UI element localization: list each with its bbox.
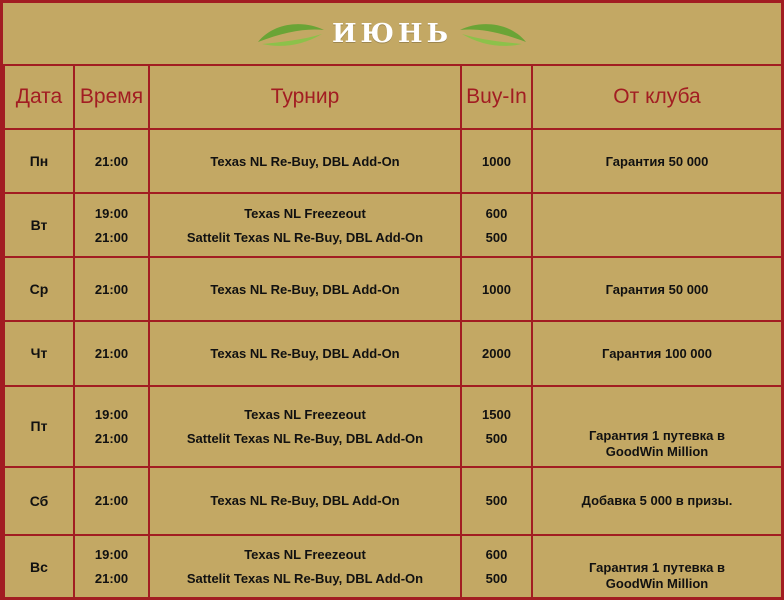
- tournament-name: Texas NL Freezeout: [244, 205, 366, 221]
- day-label: Сб: [29, 492, 49, 509]
- tournament-cell: [149, 386, 461, 468]
- tournament-cell: [149, 129, 461, 193]
- day-label: Пт: [30, 418, 48, 435]
- club-cell: [532, 129, 782, 193]
- table-row: [4, 193, 782, 256]
- club-bonus: GoodWin Million: [605, 576, 709, 591]
- buyin-value: 500: [485, 571, 508, 587]
- time-cell: [74, 193, 149, 256]
- header: [3, 3, 781, 64]
- time-cell: [74, 129, 149, 193]
- club-cell: [532, 386, 782, 468]
- time-cell: [74, 321, 149, 385]
- club-bonus: Добавка 5 000 в призы.: [581, 493, 733, 509]
- day-cell: [4, 535, 74, 599]
- time-value: 19:00: [94, 547, 129, 563]
- club-cell: [532, 535, 782, 599]
- tournament-cell: [149, 321, 461, 385]
- buyin-value: 1500: [482, 406, 511, 422]
- time-value: 21:00: [94, 153, 129, 169]
- leaf-left-icon: [256, 20, 326, 48]
- tournament-name: Texas NL Re-Buy, DBL Add-On: [210, 493, 400, 509]
- column-header-tournament: Турнир: [149, 65, 461, 129]
- time-value: 21:00: [94, 571, 129, 587]
- day-label: Пн: [29, 153, 49, 170]
- club-bonus: Гарантия 1 путевка в: [588, 428, 726, 444]
- tournament-cell: [149, 257, 461, 321]
- time-cell: [74, 257, 149, 321]
- club-bonus: Гарантия 1 путевка в: [588, 560, 726, 575]
- table-row: [4, 321, 782, 385]
- tournament-name: Texas NL Freezeout: [244, 406, 366, 422]
- column-header-club: От клуба: [532, 65, 782, 129]
- buyin-value: 500: [485, 229, 508, 245]
- time-value: 21:00: [94, 430, 129, 446]
- buyin-value: 500: [485, 430, 508, 446]
- day-label: Вт: [30, 217, 48, 234]
- buyin-cell: [461, 535, 532, 599]
- day-cell: [4, 193, 74, 256]
- buyin-cell: [461, 386, 532, 468]
- day-label: Чт: [30, 345, 48, 362]
- time-value: 21:00: [94, 281, 129, 297]
- buyin-cell: [461, 193, 532, 256]
- tournament-cell: [149, 467, 461, 534]
- page-title: ИЮНЬ: [331, 18, 453, 49]
- time-value: 21:00: [94, 345, 129, 361]
- time-value: 21:00: [94, 493, 129, 509]
- day-cell: [4, 467, 74, 534]
- table-row: [4, 129, 782, 193]
- buyin-value: 1000: [482, 281, 511, 297]
- time-cell: [74, 535, 149, 599]
- time-cell: [74, 467, 149, 534]
- club-bonus: Гарантия 100 000: [602, 345, 712, 361]
- buyin-cell: [461, 257, 532, 321]
- club-cell: [532, 321, 782, 385]
- time-value: 19:00: [94, 406, 129, 422]
- leaf-right-icon: [458, 20, 528, 48]
- table-row: [4, 257, 782, 321]
- club-cell: [532, 193, 782, 256]
- table-row: [4, 535, 782, 599]
- tournament-name: Texas NL Re-Buy, DBL Add-On: [210, 345, 400, 361]
- column-header-buyin: Buy-In: [461, 65, 532, 129]
- buyin-cell: [461, 321, 532, 385]
- column-header-date: Дата: [4, 65, 74, 129]
- day-cell: [4, 257, 74, 321]
- table-row: [4, 467, 782, 534]
- tournament-name: Sattelit Texas NL Re-Buy, DBL Add-On: [186, 430, 424, 446]
- club-cell: [532, 257, 782, 321]
- buyin-value: 1000: [482, 153, 511, 169]
- club-bonus: Гарантия 50 000: [605, 281, 709, 297]
- table-header-row: [4, 65, 782, 129]
- buyin-cell: [461, 467, 532, 534]
- tournament-name: Texas NL Re-Buy, DBL Add-On: [210, 153, 400, 169]
- buyin-value: 500: [485, 493, 508, 509]
- tournament-name: Sattelit Texas NL Re-Buy, DBL Add-On: [186, 571, 424, 587]
- tournament-name: Texas NL Freezeout: [244, 547, 366, 563]
- tournament-cell: [149, 535, 461, 599]
- time-value: 21:00: [94, 229, 129, 245]
- column-header-time: Время: [74, 65, 149, 129]
- club-bonus: GoodWin Million: [605, 444, 709, 460]
- buyin-value: 600: [485, 547, 508, 563]
- schedule-table: [3, 64, 783, 600]
- day-cell: [4, 129, 74, 193]
- tournament-name: Texas NL Re-Buy, DBL Add-On: [210, 281, 400, 297]
- day-cell: [4, 386, 74, 468]
- day-label: Вс: [30, 558, 48, 575]
- club-bonus: Гарантия 50 000: [605, 153, 709, 169]
- club-cell: [532, 467, 782, 534]
- time-value: 19:00: [94, 205, 129, 221]
- tournament-name: Sattelit Texas NL Re-Buy, DBL Add-On: [186, 229, 424, 245]
- buyin-cell: [461, 129, 532, 193]
- day-cell: [4, 321, 74, 385]
- buyin-value: 2000: [482, 345, 511, 361]
- buyin-value: 600: [485, 205, 508, 221]
- tournament-cell: [149, 193, 461, 256]
- day-label: Ср: [29, 281, 49, 297]
- time-cell: [74, 386, 149, 468]
- table-row: [4, 386, 782, 468]
